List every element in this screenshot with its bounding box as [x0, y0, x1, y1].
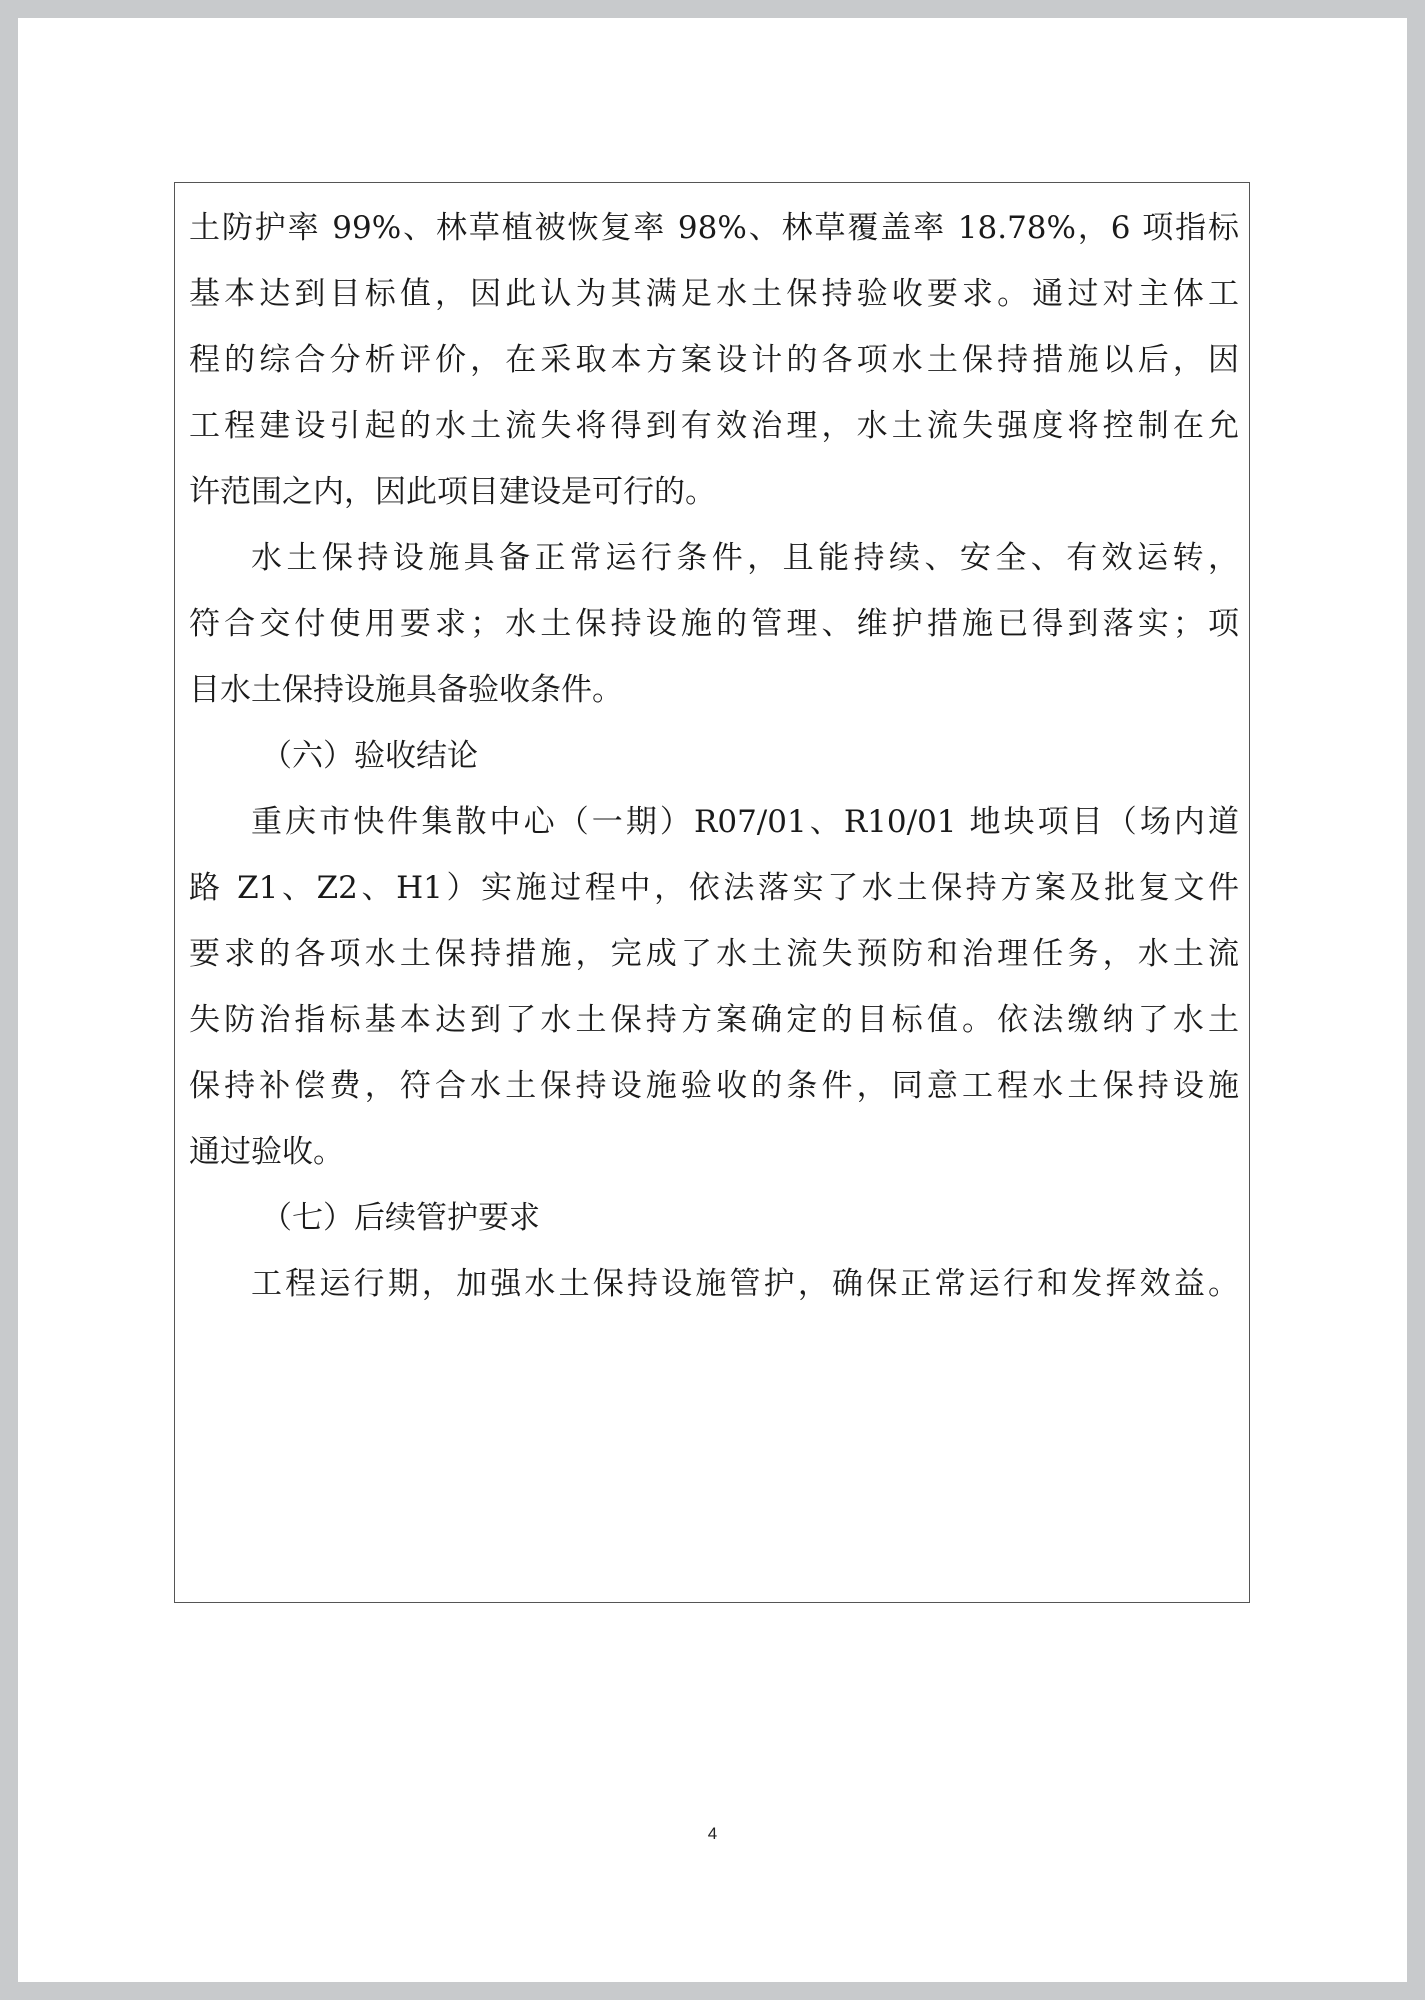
text-line: 路 Z1、Z2、H1）实施过程中，依法落实了水土保持方案及批复文件: [189, 870, 1239, 906]
text-line: 基本达到目标值，因此认为其满足水土保持验收要求。通过对主体工: [189, 276, 1239, 312]
text-line: 水土保持设施具备正常运行条件，且能持续、安全、有效运转，: [251, 540, 1239, 576]
text-line: 符合交付使用要求；水土保持设施的管理、维护措施已得到落实；项: [189, 606, 1239, 642]
body-text: [189, 195, 1239, 1317]
text-line: 土防护率 99%、林草植被恢复率 98%、林草覆盖率 18.78%，6 项指标: [189, 210, 1239, 246]
text-line: 工程建设引起的水土流失将得到有效治理，水土流失强度将控制在允: [189, 408, 1239, 444]
text-line: 工程运行期，加强水土保持设施管护，确保正常运行和发挥效益。: [251, 1266, 1239, 1302]
text-line: 许范围之内，因此项目建设是可行的。: [189, 474, 716, 510]
text-line: 要求的各项水土保持措施，完成了水土流失预防和治理任务，水土流: [189, 936, 1239, 972]
text-line: 目水土保持设施具备验收条件。: [189, 672, 623, 708]
content-frame: [174, 182, 1250, 1603]
section-heading-maintenance: （七）后续管护要求: [261, 1200, 540, 1236]
text-line: 通过验收。: [189, 1134, 344, 1170]
text-line: 重庆市快件集散中心（一期）R07/01、R10/01 地块项目（场内道: [251, 804, 1239, 840]
section-heading-conclusion: （六）验收结论: [261, 738, 478, 774]
page-number: 4: [707, 1824, 718, 1843]
text-line: 程的综合分析评价，在采取本方案设计的各项水土保持措施以后，因: [189, 342, 1239, 378]
text-line: 失防治指标基本达到了水土保持方案确定的目标值。依法缴纳了水土: [189, 1002, 1239, 1038]
text-line: 保持补偿费，符合水土保持设施验收的条件，同意工程水土保持设施: [189, 1068, 1239, 1104]
document-page: [18, 18, 1407, 1982]
